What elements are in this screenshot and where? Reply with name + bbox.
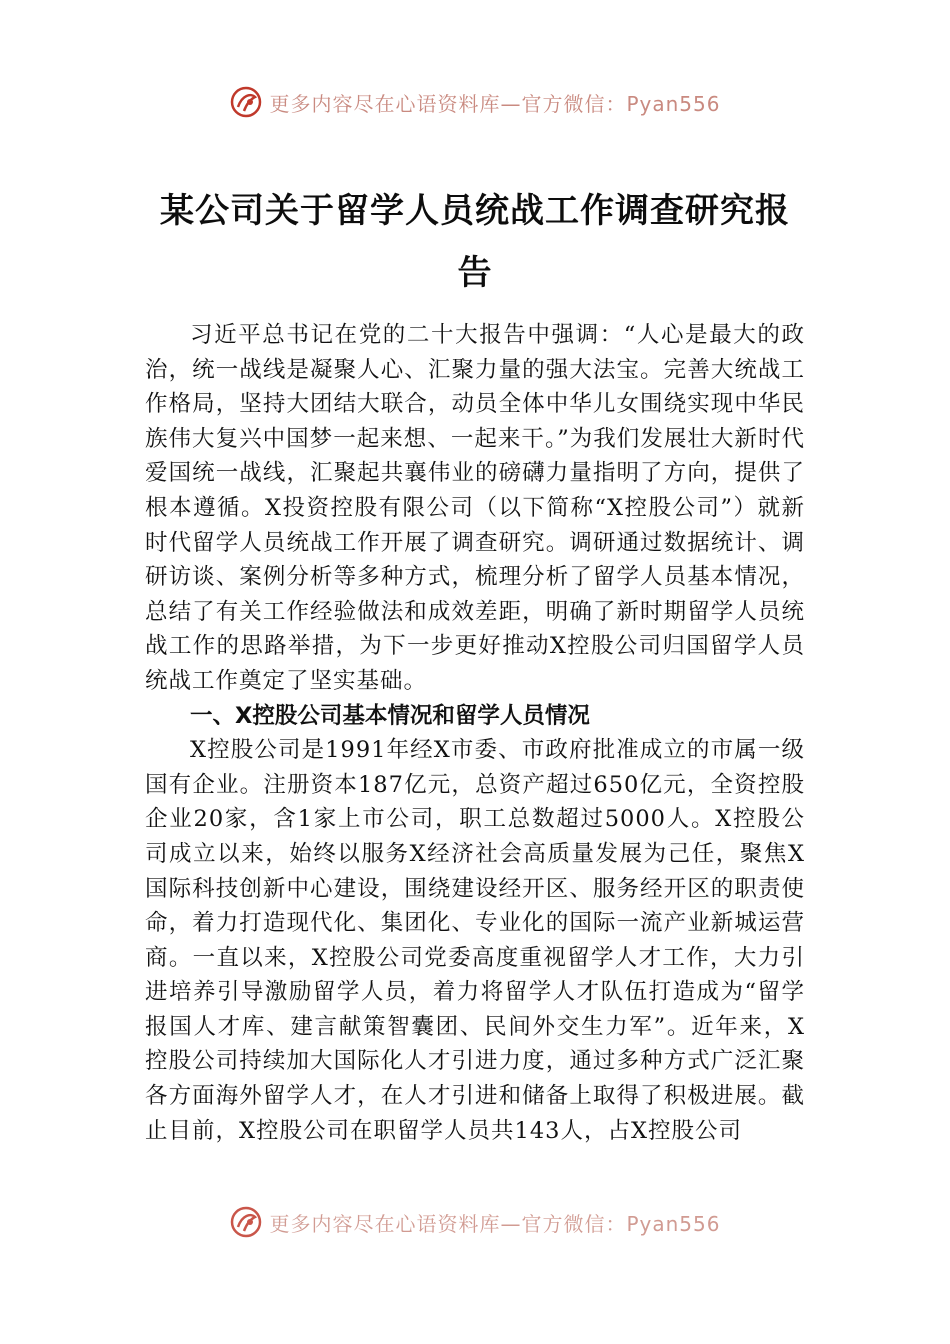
section-paragraph: X控股公司是1991年经X市委、市政府批准成立的市属一级国有企业。注册资本187亿元，总资产超过650亿元，全资控股企业20家，含1家上市公司，职工总数超过5000人。X控股公司成立以来，始终以服务X经济社会高质量发展为己任，聚焦X国际科技创新中心建设，围绕建设经开区、服务经开区的职责使命，着力打造现代化、集团化、专业化的国际一流产业新城运营商。一直以来，X控股公司党委高度重视留学人才工作，大力引进培养引导激励留学人员，着力将留学人才队伍打造成为“留学报国人才库、建言献策智囊团、民间外交生力军”。近年来，X控股公司持续加大国际化人才引进力度，通过多种方式广泛汇聚各方面海外留学人才，在人才引进和储备上取得了积极进展。截止目前，X控股公司在职留学人员共143人，占X控股公司 — [145, 737, 805, 1144]
document-body — [145, 318, 805, 1148]
section-heading: 一、X控股公司基本情况和留学人员情况 — [190, 702, 590, 729]
page-title: 某公司关于留学人员统战工作调查研究报告 — [160, 191, 790, 293]
watermark-footer — [0, 1204, 950, 1240]
watermark-logo-icon — [229, 1205, 263, 1239]
watermark-text: 更多内容尽在心语资料库—官方微信：Pyan556 — [269, 91, 721, 116]
intro-paragraph: 习近平总书记在党的二十大报告中强调：“人心是最大的政治，统一战线是凝聚人心、汇聚力量的强大法宝。完善大统战工作格局，坚持大团结大联合，动员全体中华儿女围绕实现中华民族伟大复兴中国梦一起来想、一起来干。”为我们发展壮大新时代爱国统一战线，汇聚起共襄伟业的磅礴力量指明了方向，提供了根本遵循。X投资控股有限公司（以下简称“X控股公司”）就新时代留学人员统战工作开展了调查研究。调研通过数据统计、调研访谈、案例分析等多种方式，梳理分析了留学人员基本情况，总结了有关工作经验做法和成效差距，明确了新时期留学人员统战工作的思路举措，为下一步更好推动X控股公司归国留学人员统战工作奠定了坚实基础。 — [145, 322, 805, 694]
watermark-logo-icon — [229, 85, 263, 119]
watermark-text: 更多内容尽在心语资料库—官方微信：Pyan556 — [269, 1211, 721, 1236]
watermark-header — [0, 82, 950, 122]
